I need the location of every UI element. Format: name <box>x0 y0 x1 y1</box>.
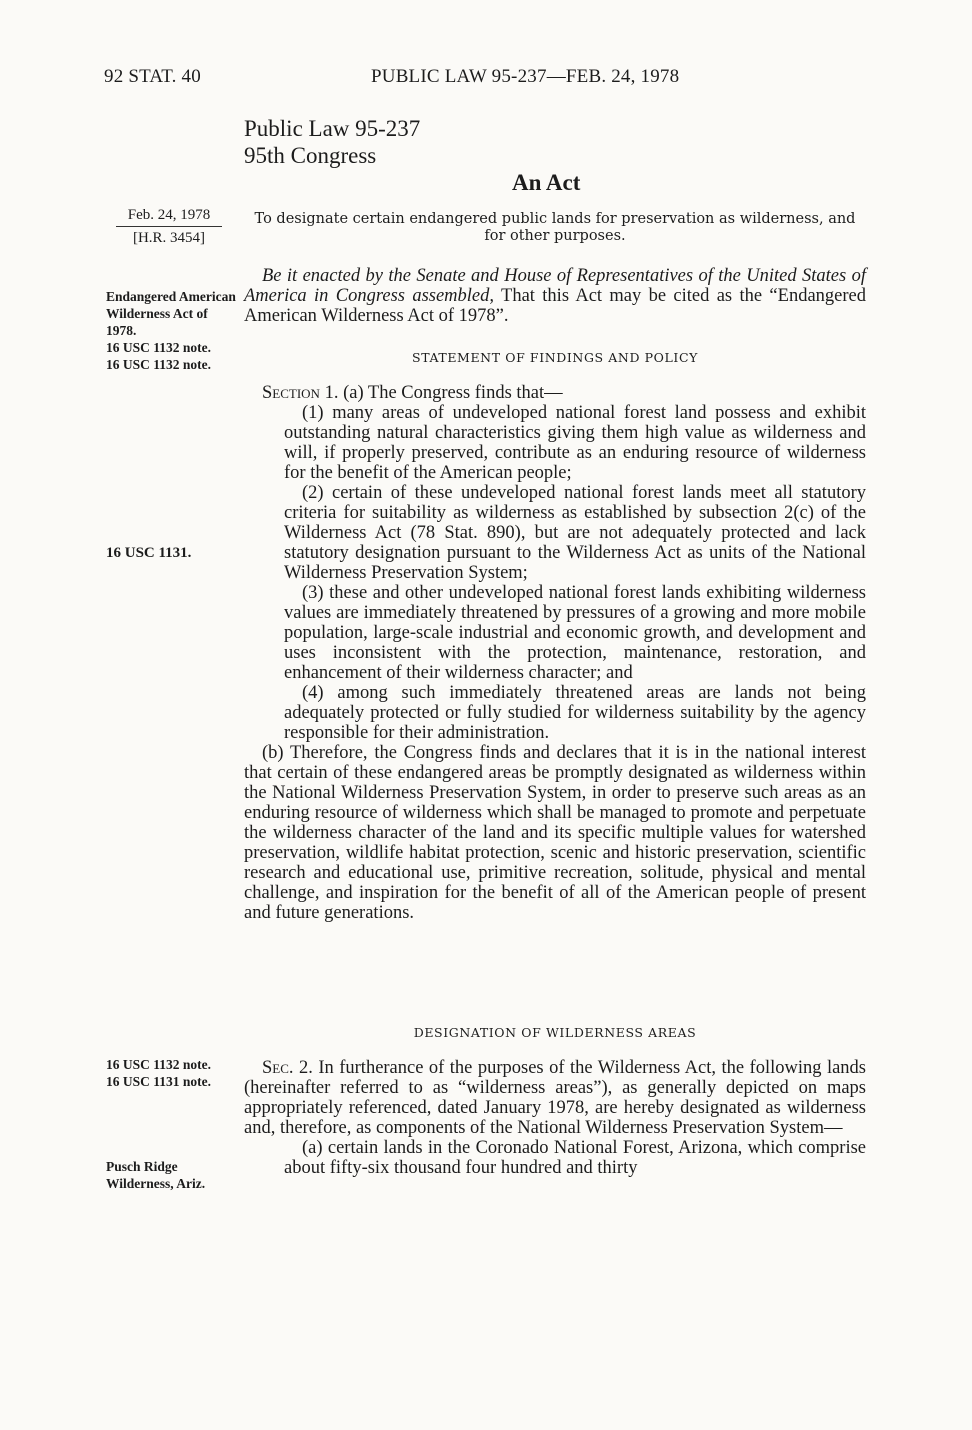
page-reference: 92 STAT. 40 <box>104 66 201 87</box>
enacting-text: That this Act may be cited as the “Endangered American Wilderness Act of 1978”. <box>244 286 866 326</box>
law-title-block <box>244 115 420 169</box>
usc-note: 16 USC 1131 note. <box>106 1074 212 1089</box>
enacting-italic: Be it enacted by the Senate and House of Representatives of the United States of America in Congress assembled, <box>244 266 866 306</box>
section-heading: STATEMENT OF FINDINGS AND POLICY <box>412 350 698 365</box>
finding-1: (1) many areas of undeveloped national forest land possess and exhibit outstanding natural characteristics giving them high value as wilderness and will, if properly preserved, contribute as an enduring resource of wilderness for the benefit of the American people; <box>284 403 866 483</box>
designation-a: (a) certain lands in the Coronado National Forest, Arizona, which comprise about fifty-six thousand four hundred and thirty <box>284 1138 866 1178</box>
an-act-label: An Act <box>512 170 581 195</box>
section-1 <box>244 383 866 923</box>
act-purpose: To designate certain endangered public lands for preservation as wilderness, and for other purposes. <box>254 211 856 244</box>
usc-note: 16 USC 1131. <box>106 545 192 561</box>
congress: 95th Congress <box>244 143 377 168</box>
short-title-note: Endangered American Wilderness Act of 1978. <box>106 289 236 338</box>
section-label: Sec. <box>262 1058 294 1078</box>
margin-note-sec2 <box>106 1056 236 1090</box>
usc-note: 16 USC 1132 note. <box>106 357 212 372</box>
enactment-date: Feb. 24, 1978 <box>127 207 211 223</box>
bill-number: [H.R. 3454] <box>132 230 206 246</box>
running-title: PUBLIC LAW 95-237—FEB. 24, 1978 <box>371 66 680 87</box>
finding-3: (3) these and other undeveloped national forest lands exhibiting wilderness values are immediately threatened by pressures of a growing and more mobile population, large-scale industrial and economic growth, and development and uses inconsistent with the protection, maintenance, restoration, and enhancement of their wilderness character; and <box>284 583 866 683</box>
date-bill-note <box>112 206 226 248</box>
law-number: Public Law 95-237 <box>244 116 421 141</box>
usc-note: 16 USC 1132 note. <box>106 340 212 355</box>
finding-4: (4) among such immediately threatened areas are lands not being adequately protected or fully studied for wilderness suitability by the agency responsible for their administration. <box>284 683 866 743</box>
margin-note-short-title <box>106 288 236 373</box>
finding-2: (2) certain of these undeveloped national forest lands meet all statutory criteria for suitability as wilderness as established by subsection 2(c) of the Wilderness Act (78 Stat. 890), but are not adequately protected and lack statutory designation pursuant to the Wilderness Act as units of the National Wilderness Preservation System; <box>284 483 866 583</box>
usc-note: 16 USC 1132 note. <box>106 1057 212 1072</box>
section-intro: 1. (a) The Congress finds that— <box>319 383 563 403</box>
section-heading: DESIGNATION OF WILDERNESS AREAS <box>413 1025 697 1040</box>
margin-note-pusch-ridge: Pusch Ridge Wilderness, Ariz. <box>106 1159 206 1191</box>
section-text: 2. In furtherance of the purposes of the Wilderness Act, the following lands (hereinafter referred to as “wilderness areas”), as generally depicted on maps appropriately referenced, dated January 1978, are hereby designated as wilderness and, therefore, as components of the National Wilderness Preservation System— <box>244 1058 866 1138</box>
enacting-clause <box>244 266 866 326</box>
divider <box>116 226 222 227</box>
declaration-b: (b) Therefore, the Congress finds and declares that it is in the national interest that certain of these endangered areas be promptly designated as wilderness within the National Wilderness Preservation System, in order to preserve such areas as an enduring resource of wilderness which shall be managed to promote and perpetuate the wilderness character of the land and its specific multiple values for watershed preservation, wildlife habitat protection, scenic and historic preservation, scientific research and educational use, primitive recreation, solitude, physical and mental challenge, and inspiration for the benefit of all of the American people of present and future generations. <box>244 743 866 923</box>
section-label: Section <box>262 383 320 403</box>
section-2 <box>244 1058 866 1178</box>
